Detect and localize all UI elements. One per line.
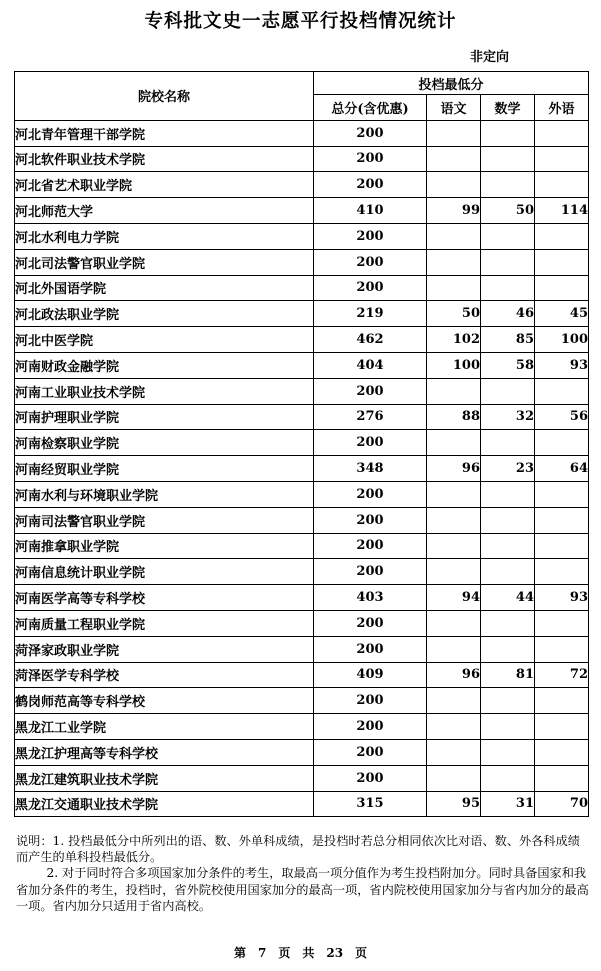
table-row — [15, 662, 589, 688]
cell-english: 93 — [535, 585, 589, 611]
cell-school-name: 河南经贸职业学院 — [15, 456, 314, 482]
header-math: 数学 — [481, 95, 535, 121]
cell-math — [481, 610, 535, 636]
note-1: 说明：1. 投档最低分中所列出的语、数、外单科成绩，是投档时若总分相同依次比对语、数、外各科成绩而产生的单科投档最低分。 — [16, 834, 580, 865]
cell-chinese — [427, 559, 481, 585]
cell-school-name: 河南工业职业技术学院 — [15, 378, 314, 404]
cell-total: 200 — [314, 249, 427, 275]
table-row — [15, 198, 589, 224]
table-row — [15, 120, 589, 146]
cell-school-name: 河南护理职业学院 — [15, 404, 314, 430]
footer-page-number: 7 — [257, 946, 267, 960]
cell-english — [535, 714, 589, 740]
cell-english — [535, 481, 589, 507]
cell-math — [481, 378, 535, 404]
cell-total: 348 — [314, 456, 427, 482]
cell-chinese — [427, 533, 481, 559]
cell-total: 200 — [314, 636, 427, 662]
cell-total: 200 — [314, 146, 427, 172]
table-row — [15, 223, 589, 249]
cell-english — [535, 249, 589, 275]
page-title: 专科批文史一志愿平行投档情况统计 — [144, 11, 457, 32]
cell-math — [481, 636, 535, 662]
cell-math — [481, 688, 535, 714]
table-row — [15, 430, 589, 456]
cell-english — [535, 610, 589, 636]
cell-english — [535, 275, 589, 301]
cell-english — [535, 378, 589, 404]
cell-total: 200 — [314, 688, 427, 714]
cell-math — [481, 714, 535, 740]
footer-page-label: 第 — [233, 946, 246, 960]
cell-english — [535, 533, 589, 559]
table-row — [15, 301, 589, 327]
table-body — [15, 120, 589, 817]
cell-english: 100 — [535, 327, 589, 353]
cell-chinese — [427, 430, 481, 456]
cell-chinese: 100 — [427, 352, 481, 378]
cell-math: 44 — [481, 585, 535, 611]
cell-school-name: 河南推拿职业学院 — [15, 533, 314, 559]
cell-chinese — [427, 249, 481, 275]
cell-chinese — [427, 636, 481, 662]
header-total: 总分(含优惠) — [314, 95, 427, 121]
cell-math — [481, 172, 535, 198]
category-label: 非定向 — [470, 50, 510, 65]
cell-english: 70 — [535, 791, 589, 817]
cell-total: 200 — [314, 120, 427, 146]
cell-math — [481, 765, 535, 791]
footer-total-pages: 23 — [326, 946, 344, 960]
cell-total: 200 — [314, 172, 427, 198]
cell-chinese: 96 — [427, 662, 481, 688]
cell-math — [481, 559, 535, 585]
cell-total: 200 — [314, 559, 427, 585]
cell-school-name: 河南司法警官职业学院 — [15, 507, 314, 533]
cell-math — [481, 120, 535, 146]
table-row — [15, 327, 589, 353]
cell-total: 410 — [314, 198, 427, 224]
cell-total: 200 — [314, 378, 427, 404]
cell-english — [535, 120, 589, 146]
cell-english: 45 — [535, 301, 589, 327]
footer-total-label: 共 — [302, 946, 315, 960]
cell-english — [535, 223, 589, 249]
table-row — [15, 481, 589, 507]
table-row — [15, 636, 589, 662]
cell-english — [535, 688, 589, 714]
cell-english — [535, 430, 589, 456]
cell-math — [481, 533, 535, 559]
cell-math: 85 — [481, 327, 535, 353]
cell-school-name: 河南检察职业学院 — [15, 430, 314, 456]
cell-school-name: 河南财政金融学院 — [15, 352, 314, 378]
cell-english — [535, 146, 589, 172]
table-row — [15, 249, 589, 275]
cell-total: 200 — [314, 714, 427, 740]
cell-english: 64 — [535, 456, 589, 482]
cell-chinese: 99 — [427, 198, 481, 224]
cell-school-name: 河南水利与环境职业学院 — [15, 481, 314, 507]
cell-chinese: 88 — [427, 404, 481, 430]
cell-chinese — [427, 688, 481, 714]
cell-math — [481, 430, 535, 456]
cell-english — [535, 172, 589, 198]
footer-total-unit: 页 — [355, 946, 368, 960]
header-min-score-group: 投档最低分 — [314, 72, 589, 95]
cell-school-name: 河北水利电力学院 — [15, 223, 314, 249]
cell-school-name: 河南信息统计职业学院 — [15, 559, 314, 585]
header-chinese: 语文 — [427, 95, 481, 121]
cell-chinese: 94 — [427, 585, 481, 611]
cell-school-name: 河北外国语学院 — [15, 275, 314, 301]
cell-chinese — [427, 765, 481, 791]
cell-school-name: 菏泽家政职业学院 — [15, 636, 314, 662]
cell-math: 23 — [481, 456, 535, 482]
header-english: 外语 — [535, 95, 589, 121]
cell-math — [481, 275, 535, 301]
cell-chinese: 96 — [427, 456, 481, 482]
cell-chinese — [427, 172, 481, 198]
cell-school-name: 河北青年管理干部学院 — [15, 120, 314, 146]
cell-math: 31 — [481, 791, 535, 817]
cell-total: 404 — [314, 352, 427, 378]
cell-school-name: 黑龙江建筑职业技术学院 — [15, 765, 314, 791]
cell-total: 200 — [314, 481, 427, 507]
footer-page-unit: 页 — [278, 946, 291, 960]
cell-total: 200 — [314, 507, 427, 533]
cell-math — [481, 507, 535, 533]
header-school-name: 院校名称 — [15, 72, 314, 121]
cell-total: 462 — [314, 327, 427, 353]
cell-english: 72 — [535, 662, 589, 688]
cell-total: 200 — [314, 430, 427, 456]
table-row — [15, 765, 589, 791]
table-header-row — [15, 72, 589, 95]
cell-school-name: 河北中医学院 — [15, 327, 314, 353]
cell-chinese — [427, 275, 481, 301]
cell-math — [481, 249, 535, 275]
table-row — [15, 688, 589, 714]
cell-math — [481, 223, 535, 249]
table-row — [15, 585, 589, 611]
cell-total: 409 — [314, 662, 427, 688]
table-row — [15, 146, 589, 172]
cell-total: 200 — [314, 223, 427, 249]
cell-chinese — [427, 481, 481, 507]
table-row — [15, 791, 589, 817]
table-row — [15, 559, 589, 585]
cell-school-name: 黑龙江护理高等专科学校 — [15, 739, 314, 765]
cell-chinese — [427, 223, 481, 249]
page-footer — [0, 944, 601, 961]
cell-math: 58 — [481, 352, 535, 378]
cell-school-name: 河北政法职业学院 — [15, 301, 314, 327]
cell-total: 403 — [314, 585, 427, 611]
cell-chinese — [427, 146, 481, 172]
cell-school-name: 黑龙江交通职业技术学院 — [15, 791, 314, 817]
cell-math: 50 — [481, 198, 535, 224]
cell-math — [481, 739, 535, 765]
cell-total: 200 — [314, 533, 427, 559]
cell-english: 93 — [535, 352, 589, 378]
cell-english — [535, 559, 589, 585]
cell-school-name: 黑龙江工业学院 — [15, 714, 314, 740]
table-row — [15, 739, 589, 765]
cell-school-name: 河北软件职业技术学院 — [15, 146, 314, 172]
admission-score-table — [14, 71, 589, 817]
table-row — [15, 507, 589, 533]
cell-chinese — [427, 120, 481, 146]
cell-total: 219 — [314, 301, 427, 327]
cell-school-name: 河南医学高等专科学校 — [15, 585, 314, 611]
cell-school-name: 河北司法警官职业学院 — [15, 249, 314, 275]
cell-school-name: 河北省艺术职业学院 — [15, 172, 314, 198]
table-row — [15, 714, 589, 740]
cell-total: 276 — [314, 404, 427, 430]
cell-english: 114 — [535, 198, 589, 224]
cell-english — [535, 636, 589, 662]
note-2: 2. 对于同时符合多项国家加分条件的考生，取最高一项分值作为考生投档附加分。同时具备国家和我省加分条件的考生，投档时，省外院校使用国家加分的最高一项，省内院校使用国家加分与省内加分的最高一项。省内加分只适用于省内高校。 — [16, 866, 589, 913]
table-row — [15, 404, 589, 430]
cell-total: 200 — [314, 765, 427, 791]
cell-total: 200 — [314, 739, 427, 765]
cell-chinese — [427, 739, 481, 765]
table-row — [15, 352, 589, 378]
cell-chinese: 95 — [427, 791, 481, 817]
cell-school-name: 河南质量工程职业学院 — [15, 610, 314, 636]
cell-english — [535, 739, 589, 765]
cell-english — [535, 765, 589, 791]
cell-math — [481, 146, 535, 172]
cell-math — [481, 481, 535, 507]
cell-math: 46 — [481, 301, 535, 327]
cell-math: 32 — [481, 404, 535, 430]
cell-math: 81 — [481, 662, 535, 688]
cell-total: 200 — [314, 275, 427, 301]
cell-school-name: 鹤岗师范高等专科学校 — [15, 688, 314, 714]
cell-english — [535, 507, 589, 533]
cell-chinese — [427, 714, 481, 740]
cell-chinese: 50 — [427, 301, 481, 327]
cell-school-name: 河北师范大学 — [15, 198, 314, 224]
table-row — [15, 378, 589, 404]
notes-section — [16, 833, 590, 914]
cell-english: 56 — [535, 404, 589, 430]
table-row — [15, 456, 589, 482]
cell-chinese: 102 — [427, 327, 481, 353]
cell-chinese — [427, 507, 481, 533]
cell-chinese — [427, 610, 481, 636]
cell-chinese — [427, 378, 481, 404]
table-row — [15, 172, 589, 198]
cell-school-name: 菏泽医学专科学校 — [15, 662, 314, 688]
cell-total: 200 — [314, 610, 427, 636]
table-row — [15, 533, 589, 559]
table-row — [15, 275, 589, 301]
table-row — [15, 610, 589, 636]
cell-total: 315 — [314, 791, 427, 817]
